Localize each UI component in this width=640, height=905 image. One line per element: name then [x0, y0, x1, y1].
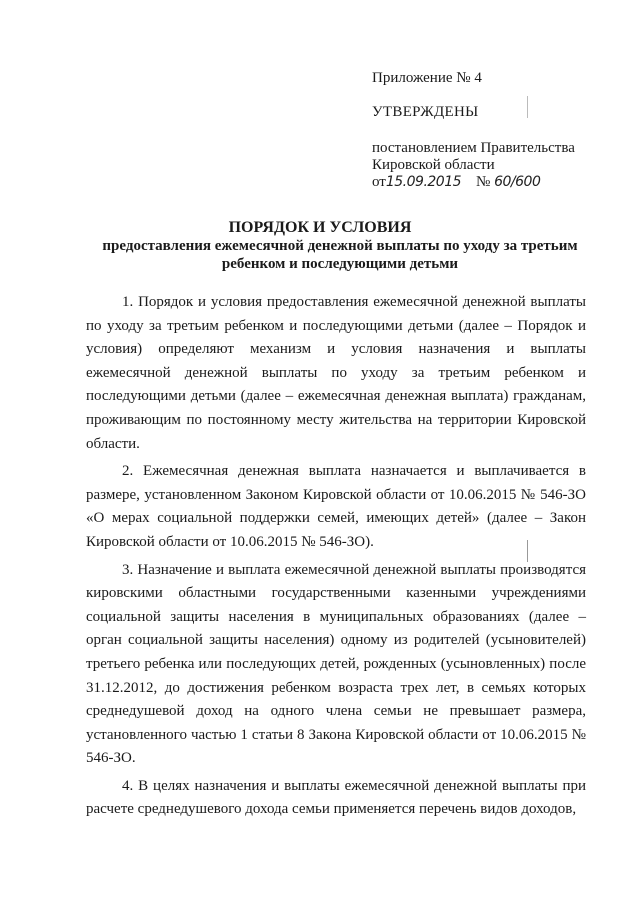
- document-subtitle: предоставления ежемесячной денежной выплаты по уходу за третьим ребенком и последующими детьми: [102, 238, 578, 272]
- date-number-line: [372, 174, 622, 191]
- date-prefix: от: [372, 174, 386, 190]
- decree-label: постановлением Правительства: [372, 140, 575, 156]
- paragraph-1: 1. Порядок и условия предоставления ежемесячной денежной выплаты по уходу за третьим ребенком и последующими детьми (далее – Порядок и условия) определяют механизм и условия назначения и выплаты ежемесячной денежной выплаты по уходу за третьим ребенком и последующими детьми (далее – ежемесячная денежная выплата) гражданам, проживающим по постоянному месту жительства на территории Кировской области.: [86, 294, 586, 452]
- appendix-label: Приложение № 4: [372, 70, 482, 86]
- approval-block: [372, 70, 622, 191]
- approved-label: УТВЕРЖДЕНЫ: [372, 104, 479, 120]
- region-label: Кировской области: [372, 157, 495, 173]
- handwritten-number: 60/600: [494, 174, 541, 190]
- number-prefix: №: [476, 174, 491, 190]
- paragraph-3: 3. Назначение и выплата ежемесячной денежной выплаты производятся кировскими областными государственными казенными учреждениями социальной защиты населения в муниципальных образованиях (далее – орган социальной защиты населения) одному из родителей (усыновителей) третьего ребенка или последующих детей, рожденных (усыновленных) после 31.12.2012, до достижения ребенком возраста трех лет, в семьях которых среднедушевой доход на одного члена семьи не превышает размера, установленного частью 1 статьи 8 Закона Кировской области от 10.06.2015 № 546-ЗО.: [86, 561, 586, 767]
- paragraph-4: 4. В целях назначения и выплаты ежемесячной денежной выплаты при расчете среднедушевого дохода семьи применяется перечень видов доходов,: [86, 777, 586, 818]
- document-title: ПОРЯДОК И УСЛОВИЯ: [228, 219, 412, 236]
- scan-artifact: [527, 540, 528, 562]
- scan-artifact: [527, 96, 528, 118]
- handwritten-date: 15.09.2015: [385, 174, 462, 190]
- document-body: [86, 291, 586, 822]
- paragraph-2: 2. Ежемесячная денежная выплата назначается и выплачивается в размере, установленном Законом Кировской области от 10.06.2015 № 546-ЗО «О мерах социальной поддержки семей, имеющих детей» (далее – Закон Кировской области от 10.06.2015 № 546-ЗО).: [86, 463, 586, 550]
